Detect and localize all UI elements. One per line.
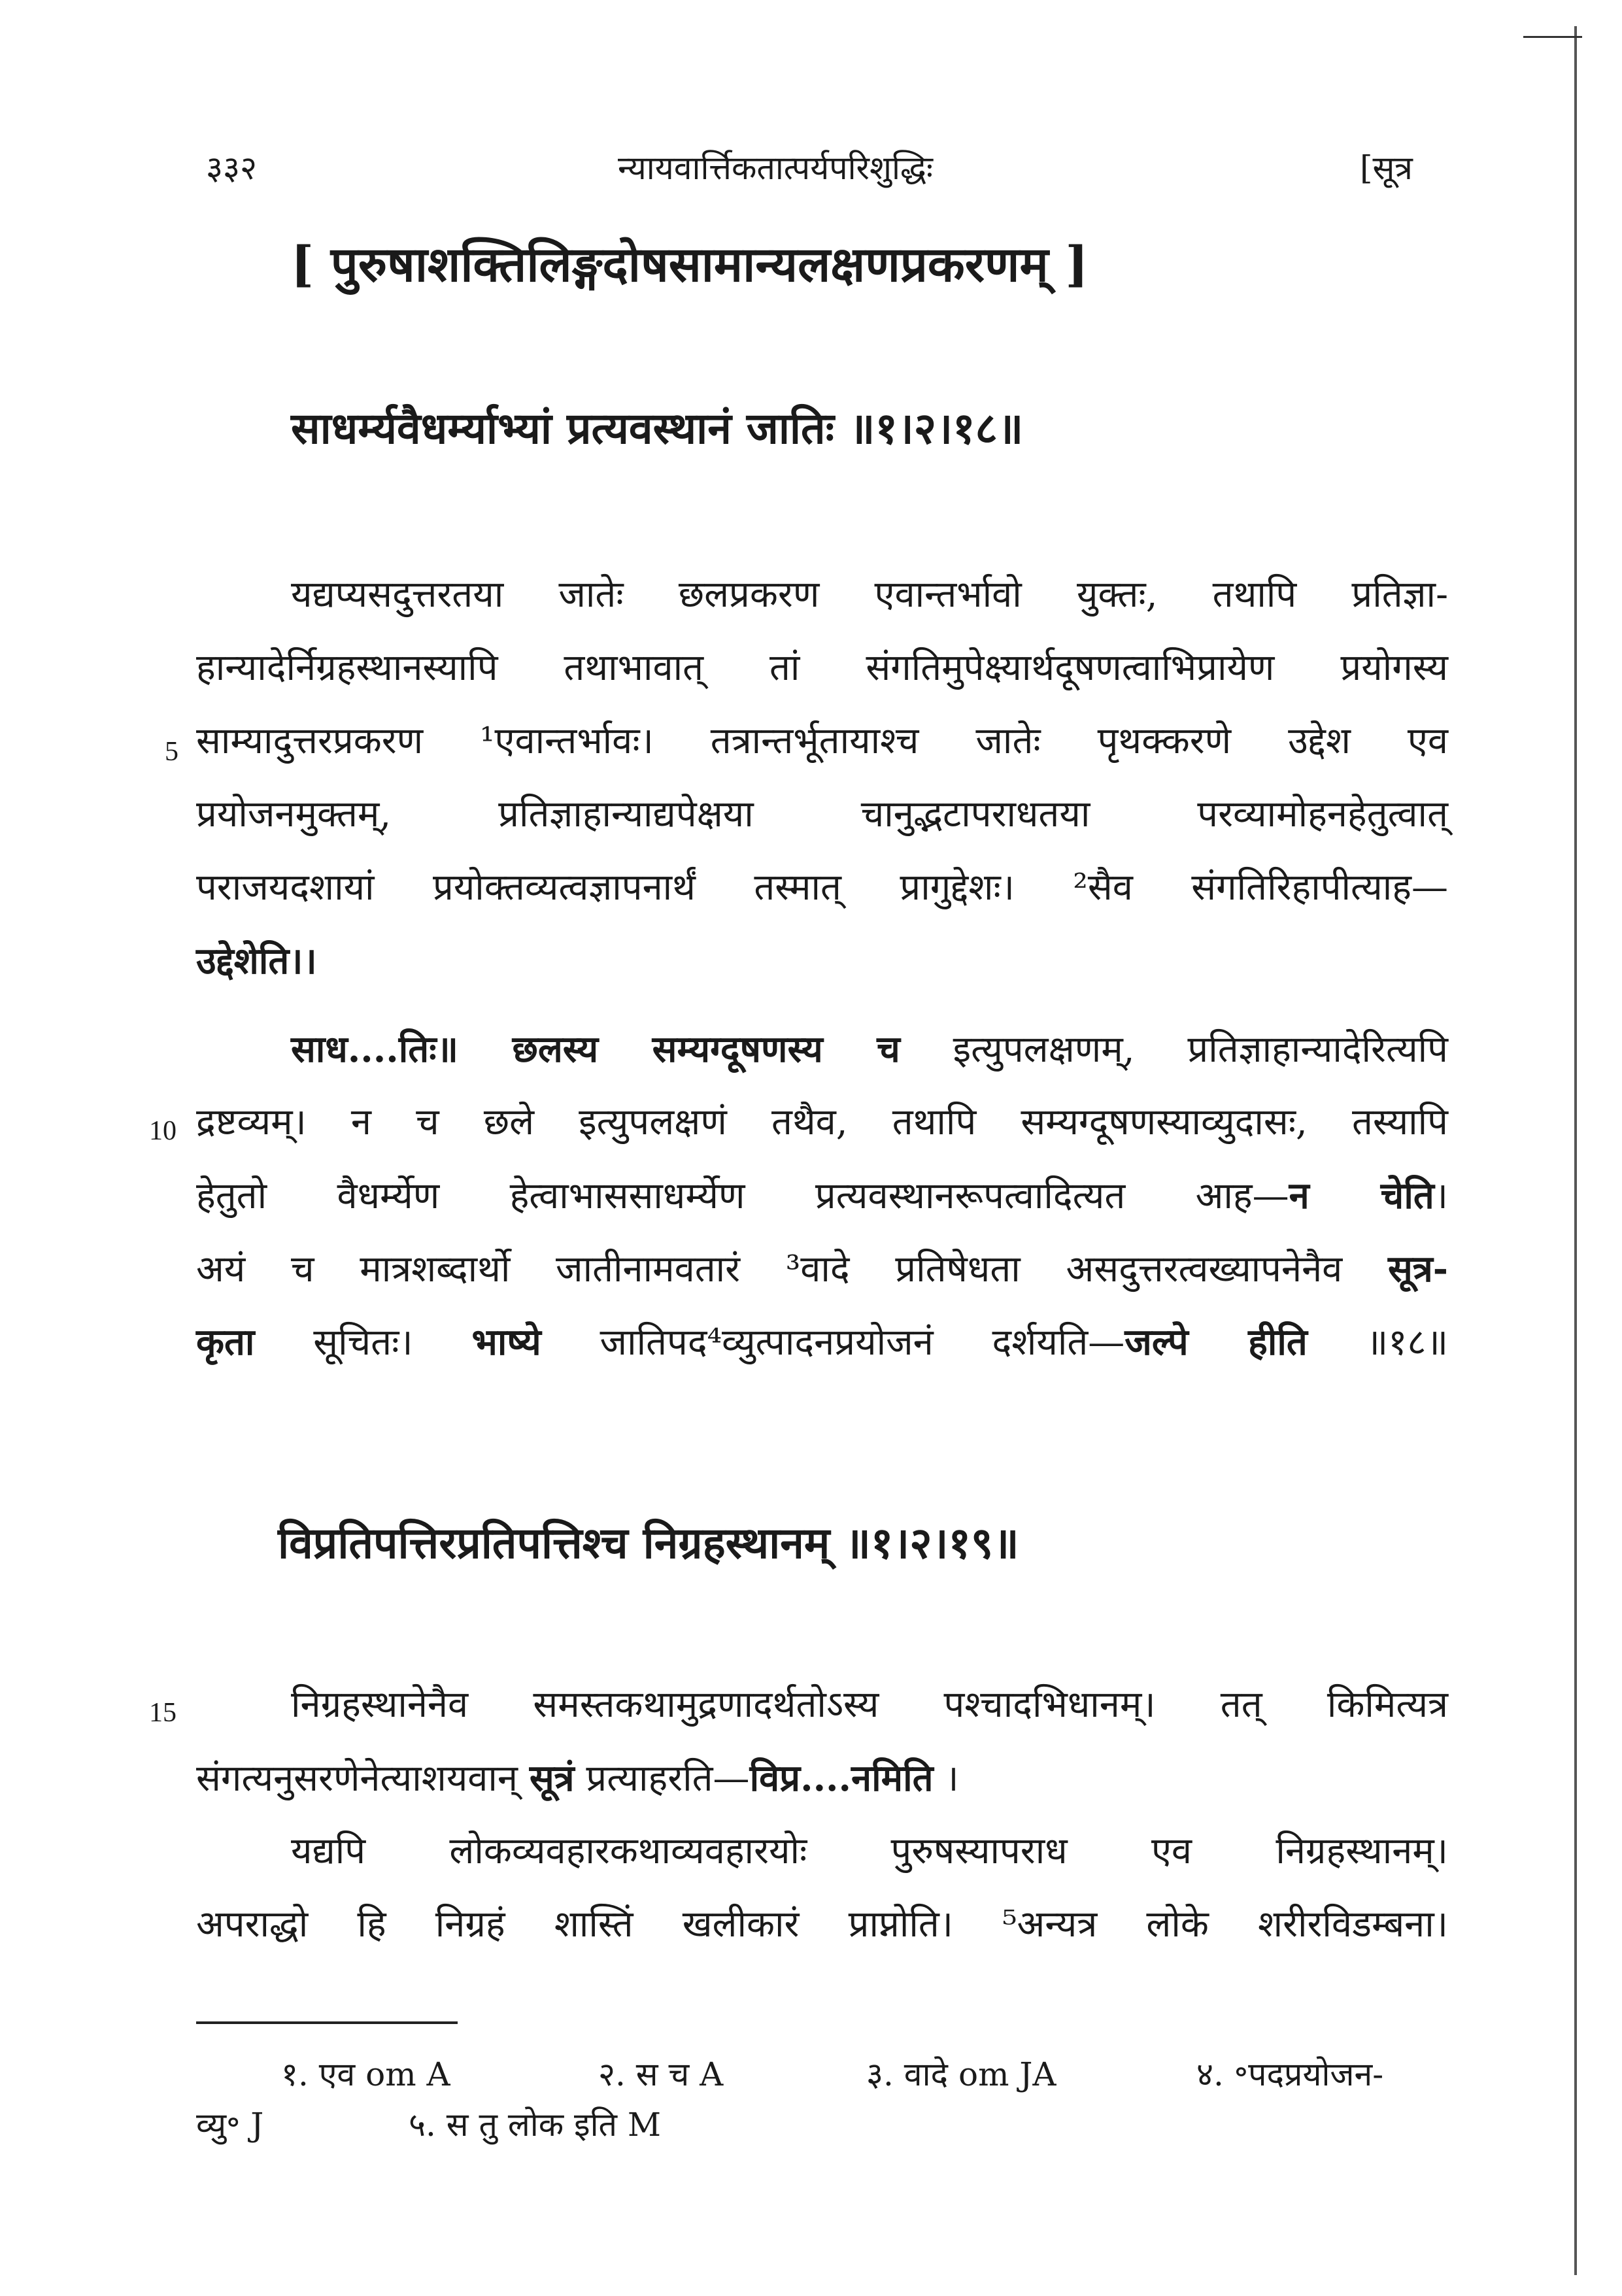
para2-line5 [196,1316,1448,1369]
para3-line2-c: प्रत्याहरति— [574,1757,750,1800]
para2-bold-lead: साध....तिः॥ छलस्य सम्यग्दूषणस्य च [291,1028,900,1071]
para2-line5-c: भाष्ये [471,1321,541,1364]
para1-line1: यद्यप्यसदुत्तरतया जातेः छलप्रकरण एवान्तर्भावो युक्तः, तथापि प्रतिज्ञा- [291,573,1448,616]
para4-line2: अपराद्धो हि निग्रहं शास्तिं खलीकारं प्राप्नोति। ⁵अन्यत्र लोके शरीरविडम्बना। [196,1903,1448,1946]
para4-line1: यद्यपि लोकव्यवहारकथाव्यवहारयोः पुरुषस्यापराध एव निग्रहस्थानम्। [291,1830,1448,1872]
para1-line4: प्रयोजनमुक्तम्, प्रतिज्ञाहान्याद्यपेक्षया चानुद्भटापराधतया परव्यामोहनहेतुत्वात् [196,793,1448,836]
para1-line2: हान्यादेर्निग्रहस्थानस्यापि तथाभावात् तां संगतिमुपेक्ष्यार्थदूषणत्वाभिप्रायेण प्रयोगस्य [196,647,1448,689]
para3-line2-bold-sutra: सूत्रं [529,1757,575,1800]
para2-line1 [291,1023,1448,1076]
footnote-4: ४. ॰पदप्रयोजन- [1196,2055,1384,2093]
section-label: [सूत्र [1360,149,1413,187]
section-title: [ पुरुषाशक्तिलिङ्गदोषसामान्यलक्षणप्रकरणम् ] [291,237,1089,293]
para2-line3 [196,1170,1448,1223]
running-title: न्यायवार्त्तिकतात्पर्यपरिशुद्धिः [618,149,933,187]
footnote-4-cont: व्यु॰ J [196,2106,264,2144]
para2-line4-bold: सूत्र- [1387,1247,1448,1291]
footnote-rule [196,2021,458,2024]
para2-line1-rest: इत्युपलक्षणम्, प्रतिज्ञाहान्यादेरित्यपि [900,1028,1448,1071]
scan-edge-mark-top [1523,36,1582,38]
para2-line5-b: सूचितः। [254,1321,472,1364]
footnote-1: १. एव om A [281,2055,450,2093]
footnote-3: ३. वादे om JA [866,2055,1056,2093]
para3-line1: निग्रहस्थानेनैव समस्तकथामुद्रणादर्थतोऽस्य पश्चादभिधानम्। तत् किमित्यत्र [291,1683,1448,1726]
para2-line4-a: अयं च मात्रशब्दार्थो जातीनामवतारं ³वादे प्रतिषेधता असदुत्तरत्वख्यापनेनैव [196,1248,1388,1291]
para2-line3-a: हेतुतो वैधर्म्येण हेत्वाभाससाधर्म्येण प्रत्यवस्थानरूपत्वादित्यत आह— [196,1175,1289,1217]
para2-line3-bold: न चेति [1289,1174,1434,1217]
para2-line2: द्रष्टव्यम्। न च छले इत्युपलक्षणं तथैव, तथापि सम्यग्दूषणस्याव्युदासः, तस्यापि [196,1101,1448,1143]
para2-line5-d: जातिपद⁴व्युत्पादनप्रयोजनं दर्शयति— [541,1321,1125,1364]
para2-line4 [196,1243,1448,1296]
footnote-5: ५. स तु लोक इति M [409,2106,662,2144]
page-number: ३३२ [206,149,257,187]
para3-line2 [196,1752,959,1805]
para1-line6: उद्देशेति।। [196,939,317,983]
scan-edge-line [1574,26,1577,2275]
line-number-5: 5 [165,737,178,767]
para1-line3: साम्यादुत्तरप्रकरण ¹एवान्तर्भावः। तत्रान्तर्भूतायाश्च जातेः पृथक्करणे उद्देश एव [196,720,1448,762]
para2-line5-e: जल्पे हीति [1124,1321,1308,1364]
para3-line2-e: । [933,1757,959,1800]
para1-line5: पराजयदशायां प्रयोक्तव्यत्वज्ञापनार्थं तस्मात् प्रागुद्देशः। ²सैव संगतिरिहापीत्याह— [196,866,1448,909]
footnote-2: २. स च A [598,2055,724,2093]
para2-line5-a: कृता [196,1321,255,1364]
para2-line3-c: । [1434,1175,1449,1217]
line-number-10: 10 [149,1116,177,1146]
para2-line5-f: ॥१८॥ [1307,1321,1449,1364]
sutra-heading-19: विप्रतिपत्तिरप्रतिपत्तिश्च निग्रहस्थानम् ॥१।२।१९॥ [278,1517,1019,1568]
line-number-15: 15 [149,1698,177,1728]
para3-line2-a: संगत्यनुसरणेनेत्याशयवान् [196,1757,530,1800]
sutra-heading-18: साधर्म्यवैधर्म्याभ्यां प्रत्यवस्थानं जातिः ॥१।२।१८॥ [291,403,1024,454]
para3-line2-bold-pratika: विप्र....नमिति [749,1757,934,1800]
